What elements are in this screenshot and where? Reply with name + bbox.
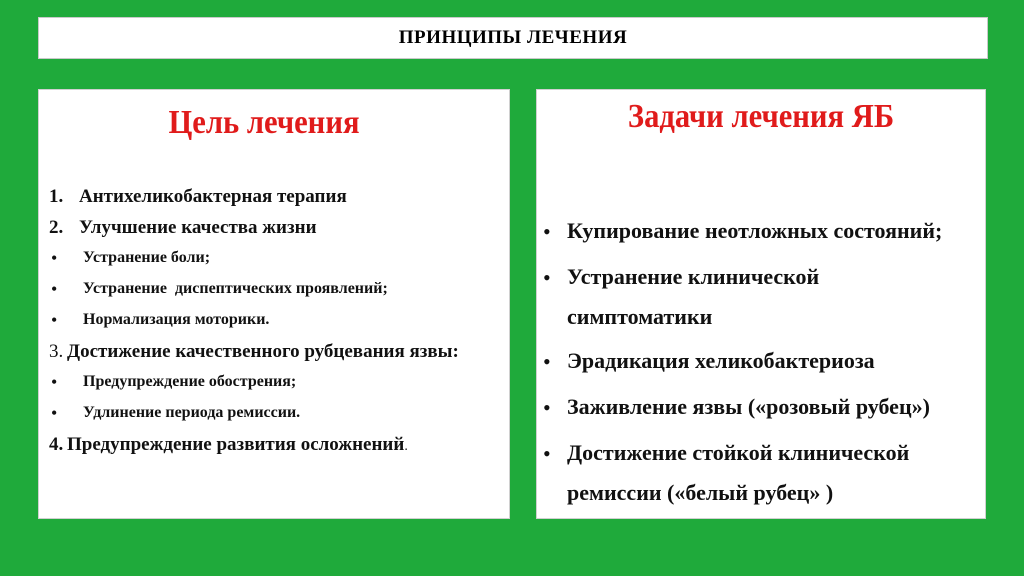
- item-number: 3.: [49, 341, 64, 362]
- item-number: 2.: [49, 217, 64, 238]
- list-item: [541, 387, 979, 429]
- item-text: [67, 434, 408, 458]
- goals-heading: Цель лечения: [168, 104, 360, 141]
- item-text: Заживление язвы («розовый рубец»): [567, 394, 930, 419]
- item-text: Устранение диспептических проявлений;: [83, 280, 388, 297]
- list-item: [49, 341, 503, 363]
- bullet-icon: •: [543, 265, 551, 290]
- list-item: [49, 372, 503, 392]
- bullet-icon: •: [51, 372, 58, 392]
- list-item: [541, 433, 979, 513]
- list-item: [49, 217, 503, 239]
- bullet-icon: •: [51, 248, 58, 268]
- bullet-icon: •: [543, 395, 551, 420]
- tasks-heading: Задачи лечения ЯБ: [627, 98, 895, 135]
- slide-title: ПРИНЦИПЫ ЛЕЧЕНИЯ: [38, 17, 988, 59]
- list-item: [49, 248, 503, 268]
- item-text-main: Предупреждение развития осложнений: [67, 434, 405, 455]
- item-text: Достижение качественного рубцевания язвы:: [67, 341, 459, 362]
- goals-list: [49, 186, 503, 467]
- item-text: Купирование неотложных состояний;: [567, 218, 943, 243]
- item-text: Достижение стойкой клинической ремиссии («белый рубец» ): [567, 440, 910, 505]
- item-text: Эрадикация хеликобактериоза: [567, 348, 875, 373]
- list-item: [49, 279, 503, 299]
- item-text: Удлинение периода ремиссии.: [83, 404, 301, 421]
- list-item: [541, 341, 979, 383]
- bullet-icon: •: [543, 219, 551, 244]
- bullet-icon: •: [51, 279, 58, 299]
- goals-panel: [38, 89, 510, 519]
- item-text: Устранение клинической симптоматики: [567, 264, 820, 329]
- bullet-icon: •: [51, 403, 58, 423]
- item-text: Антихеликобактерная терапия: [79, 186, 347, 207]
- list-item: [49, 434, 503, 458]
- item-text: Нормализация моторики.: [83, 311, 270, 328]
- tasks-panel: [536, 89, 986, 519]
- list-item: [49, 186, 503, 208]
- item-text: Улучшение качества жизни: [79, 217, 317, 238]
- item-number: 4.: [49, 434, 64, 455]
- item-text-suffix: .: [404, 439, 408, 454]
- list-item: [541, 257, 979, 337]
- item-text: Устранение боли;: [83, 249, 211, 266]
- item-number: 1.: [49, 186, 64, 207]
- tasks-list: [541, 211, 979, 517]
- bullet-icon: •: [51, 310, 58, 330]
- bullet-icon: •: [543, 441, 551, 466]
- list-item: [49, 403, 503, 423]
- item-text: Предупреждение обострения;: [83, 373, 297, 390]
- list-item: [541, 211, 979, 253]
- list-item: [49, 310, 503, 330]
- bullet-icon: •: [543, 349, 551, 374]
